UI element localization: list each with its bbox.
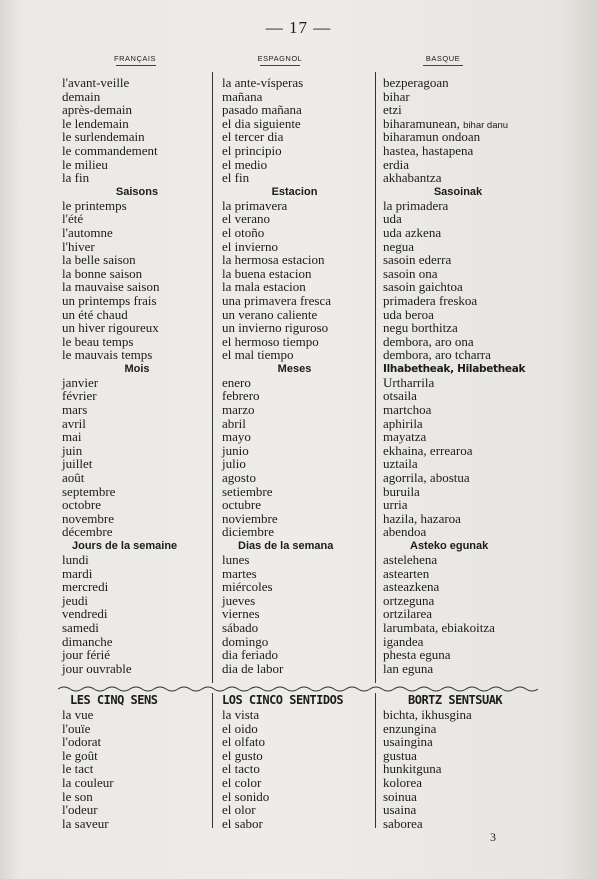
column-spanish-senses [222,708,269,830]
list-item: mai [62,429,82,445]
list-item: el gusto [222,747,263,763]
list-item: marzo [222,402,255,418]
header-basque: BASQUE [425,54,461,63]
list-item: le lendemain [62,115,129,131]
list-item: un hiver rigoureux [62,320,159,336]
list-item: noviembre [222,510,278,526]
list-item: juillet [62,456,93,472]
list-item: el olor [222,802,256,818]
list-item: usaingina [383,734,433,750]
list-item: le milieu [62,156,108,172]
list-item: julio [222,456,246,472]
list-item: el fin [222,170,250,186]
list-item: janvier [62,374,99,390]
list-item: la primadera [383,197,449,213]
section-title: Ilhabetheak, Hilabetheak [383,362,526,375]
list-item: lunes [222,552,250,567]
list-item: junio [222,442,249,458]
list-item: bichta, ikhusgina [383,707,472,722]
list-item: una primavera fresca [222,292,331,308]
list-item: le goût [62,747,98,763]
list-item: el dia siguiente [222,115,301,131]
list-item: martes [222,565,257,581]
list-item: el hermoso tiempo [222,333,319,349]
section-title: Saisons [115,185,159,198]
list-item: uda [383,211,402,227]
list-item: vendredi [62,606,108,622]
list-item: martchoa [383,402,432,418]
list-item: la ante-vísperas [222,75,304,90]
list-item: viernes [222,606,260,622]
list-item: avril [62,415,86,431]
list-item: etzi [383,102,402,118]
list-item: biharamun ondoan [383,129,481,145]
list-item: juin [62,442,83,458]
section-title: Meses [277,362,312,375]
list-item: mayo [222,429,251,445]
list-item: urria [383,497,408,513]
list-item: domingo [222,633,269,649]
list-item: el sonido [222,788,270,804]
header-rule [260,65,300,66]
list-item: bihar [383,88,410,104]
section-title: Sasoinak [433,185,483,198]
list-item: dembora, aro tcharra [383,347,491,363]
list-item: le beau temps [62,333,134,349]
page-number: — 17 — [265,18,332,37]
list-item: l'hiver [62,238,95,254]
list-item-note: bihar danu [463,119,509,131]
list-item: la hermosa estacion [222,252,325,268]
list-item: miércoles [222,579,273,595]
list-item: negua [383,238,415,254]
column-divider [212,693,213,828]
header-rule [423,65,463,66]
list-item: abril [222,415,246,431]
list-item: ortzeguna [383,592,435,608]
list-item: astelehena [383,552,438,567]
list-item: asteazkena [383,579,440,595]
section-title: Estacion [271,185,318,198]
list-item: dia feriado [222,647,278,663]
section-title: Asteko egunak [410,540,489,552]
list-item: un invierno riguroso [222,320,329,336]
list-item: enzungina [383,720,437,736]
list-item: uda azkena [383,224,442,240]
list-item: mercredi [62,579,109,595]
list-item: la bonne saison [62,265,143,281]
list-item: el sabor [222,815,263,831]
list-item: agosto [222,470,256,486]
list-item: décembre [62,524,113,540]
list-item: jour ouvrable [62,660,132,676]
list-item: sábado [222,619,259,635]
list-item: la mala estacion [222,279,306,295]
list-item: l'odorat [62,734,102,750]
list-item: el tacto [222,761,260,777]
list-item: gustua [383,747,417,763]
list-item: l'odeur [62,802,98,818]
list-item: dia de labor [222,660,284,676]
list-item: ortzilarea [383,606,433,622]
list-item: l'ouïe [62,720,91,736]
list-item: la buena estacion [222,265,312,281]
list-item: primadera freskoa [383,292,478,308]
list-item: sasoin ona [383,265,438,281]
list-item-text: biharamunean, [383,115,460,131]
list-item: el mal tiempo [222,347,294,363]
column-spanish [222,76,367,675]
list-item: abendoa [383,524,427,540]
list-item: el color [222,774,262,790]
list-item: bezperagoan [383,75,449,90]
list-item: le tact [62,761,94,777]
list-item: sasoin gaichtoa [383,279,463,295]
list-item: le printemps [62,197,127,213]
list-item: mars [62,402,88,418]
list-item: el principio [222,142,282,158]
column-basque-senses [383,708,472,830]
list-item: hazila, hazaroa [383,510,461,526]
list-item: hastea, hastapena [383,142,474,158]
list-item: buruila [383,483,420,499]
list-item: jueves [222,592,256,608]
list-item: le surlendemain [62,129,145,145]
list-item: el olfato [222,734,265,750]
list-item: saborea [383,815,423,831]
list-item: lan eguna [383,660,434,676]
list-item: l'automne [62,224,113,240]
list-item: un verano caliente [222,306,318,322]
column-divider [212,72,213,683]
list-item: diciembre [222,524,274,540]
header-spanish: ESPAGNOL [257,54,303,63]
list-item: demain [62,88,101,104]
list-item: le mauvais temps [62,347,153,363]
list-item [383,117,533,131]
list-item: el invierno [222,238,278,254]
list-item: pasado mañana [222,102,302,118]
list-item: aphirila [383,415,423,431]
list-item: febrero [222,388,260,404]
header-french: FRANÇAIS [114,54,156,63]
list-item: lundi [62,552,89,567]
list-item: uda beroa [383,306,434,322]
list-item: octobre [62,497,101,513]
list-item: mañana [222,88,263,104]
list-item: kolorea [383,774,422,790]
section-title: Dias de la semana [238,540,334,552]
list-item: erdia [383,156,409,172]
list-item: mardi [62,565,93,581]
sheet-number: 3 [490,830,496,844]
list-item: el oido [222,720,258,736]
list-item: février [62,388,97,404]
list-item: ekhaina, errearoa [383,442,473,458]
list-item: astearten [383,565,430,581]
list-item: negu borthitza [383,320,458,336]
section-title: BORTZ SENTSUAK [408,693,503,707]
list-item: phesta eguna [383,647,451,663]
list-item: un été chaud [62,306,128,322]
list-item: la vista [222,707,260,722]
list-item: le commandement [62,142,158,158]
list-item: jeudi [62,592,88,608]
list-item: octubre [222,497,261,513]
list-item: la fin [62,170,90,186]
list-item: el verano [222,211,271,227]
section-title: LOS CINCO SENTIDOS [222,693,344,707]
list-item: Urtharrila [383,374,435,390]
list-item: agorrila, abostua [383,470,470,486]
list-item: sasoin ederra [383,252,452,268]
list-item: août [62,470,85,486]
column-divider [375,693,376,828]
list-item: la saveur [62,815,109,831]
list-item: setiembre [222,483,273,499]
list-item: usaina [383,802,417,818]
list-item: el otoño [222,224,265,240]
list-item: après-demain [62,102,133,118]
list-item: hunkitguna [383,761,442,777]
section-title: LES CINQ SENS [70,693,158,707]
list-item: la belle saison [62,252,136,268]
list-item: un printemps frais [62,292,157,308]
list-item: dembora, aro ona [383,333,474,349]
list-item: samedi [62,619,99,635]
list-item: larumbata, ebiakoitza [383,619,495,635]
section-title: Mois [124,362,150,375]
list-item: mayatza [383,429,427,445]
list-item: jour férié [62,647,111,663]
column-french [62,76,212,675]
list-item: el medio [222,156,268,172]
column-french-senses [62,708,114,830]
header-rule [116,65,156,66]
list-item: el tercer dia [222,129,284,145]
list-item: l'avant-veille [62,75,130,90]
list-item: soinua [383,788,417,804]
list-item: la primavera [222,197,288,213]
list-item: la vue [62,707,94,722]
column-divider [375,72,376,683]
list-item: enero [222,374,251,390]
list-item: septembre [62,483,116,499]
list-item: la couleur [62,774,114,790]
list-item: le son [62,788,93,804]
column-basque [383,76,533,675]
section-title: Jours de la semaine [72,540,178,552]
list-item: dimanche [62,633,113,649]
list-item: igandea [383,633,424,649]
list-item: akhabantza [383,170,442,186]
list-item: novembre [62,510,114,526]
list-item: uztaila [383,456,418,472]
list-item: l'été [62,211,84,227]
list-item: otsaila [383,388,417,404]
list-item: la mauvaise saison [62,279,160,295]
